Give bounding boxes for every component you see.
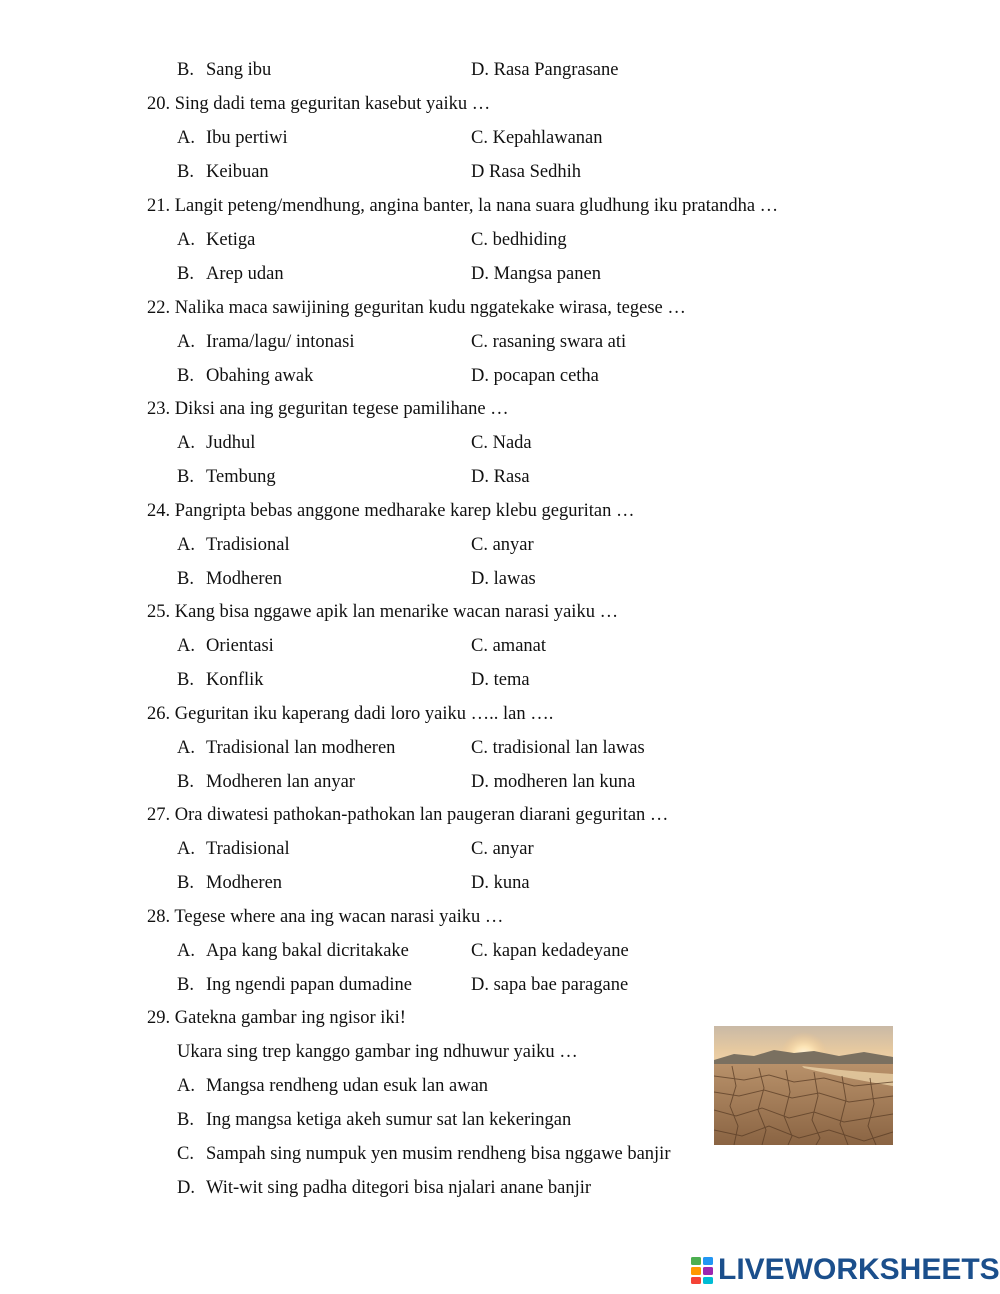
q20-option-c[interactable]: C. Kepahlawanan	[471, 128, 603, 148]
q29-option-c[interactable]: C. Sampah sing numpuk yen musim rendheng bisa nggawe banjir	[177, 1144, 671, 1164]
question-24: 24. Pangripta bebas anggone medharake karep klebu geguritan …	[147, 501, 635, 521]
q28-option-a[interactable]: A. Apa kang bakal dicritakake	[177, 941, 409, 961]
q29-option-d[interactable]: D. Wit-wit sing padha ditegori bisa njalari anane banjir	[177, 1178, 592, 1198]
q23-option-b[interactable]: B. Tembung	[177, 467, 276, 487]
q27-option-d[interactable]: D. kuna	[471, 873, 530, 893]
liveworksheets-wordmark: LIVEWORKSHEETS	[718, 1253, 1000, 1286]
q26-option-c[interactable]: C. tradisional lan lawas	[471, 738, 645, 758]
q22-option-c[interactable]: C. rasaning swara ati	[471, 332, 627, 352]
q20-option-d[interactable]: D Rasa Sedhih	[471, 162, 581, 182]
q24-option-c[interactable]: C. anyar	[471, 535, 534, 555]
question-23: 23. Diksi ana ing geguritan tegese pamilihane …	[147, 399, 509, 419]
question-22: 22. Nalika maca sawijining geguritan kudu nggatekake wirasa, tegese …	[147, 298, 686, 318]
question-20: 20. Sing dadi tema geguritan kasebut yaiku …	[147, 94, 491, 114]
q26-option-d[interactable]: D. modheren lan kuna	[471, 772, 636, 792]
q24-option-b[interactable]: B. Modheren	[177, 569, 283, 589]
question-29: 29. Gatekna gambar ing ngisor iki!	[147, 1008, 406, 1028]
q21-option-c[interactable]: C. bedhiding	[471, 230, 567, 250]
question-28: 28. Tegese where ana ing wacan narasi yaiku …	[147, 907, 504, 927]
q24-option-a[interactable]: A. Tradisional	[177, 535, 290, 555]
q21-option-a[interactable]: A. Ketiga	[177, 230, 256, 250]
q26-option-a[interactable]: A. Tradisional lan modheren	[177, 738, 396, 758]
q22-option-d[interactable]: D. pocapan cetha	[471, 366, 599, 386]
q21-option-d[interactable]: D. Mangsa panen	[471, 264, 601, 284]
q23-option-a[interactable]: A. Judhul	[177, 433, 256, 453]
q29-option-a[interactable]: A. Mangsa rendheng udan esuk lan awan	[177, 1076, 489, 1096]
q25-option-b[interactable]: B. Konflik	[177, 670, 264, 690]
q20-option-a[interactable]: A. Ibu pertiwi	[177, 128, 288, 148]
q29-option-b[interactable]: B. Ing mangsa ketiga akeh sumur sat lan kekeringan	[177, 1110, 572, 1130]
q21-option-b[interactable]: B. Arep udan	[177, 264, 284, 284]
question-29-prompt: Ukara sing trep kanggo gambar ing ndhuwur yaiku …	[177, 1042, 578, 1062]
question-25: 25. Kang bisa nggawe apik lan menarike wacan narasi yaiku …	[147, 602, 619, 622]
q25-option-c[interactable]: C. amanat	[471, 636, 547, 656]
q27-option-c[interactable]: C. anyar	[471, 839, 534, 859]
q23-option-d[interactable]: D. Rasa	[471, 467, 530, 487]
q19-option-d[interactable]: D. Rasa Pangrasane	[471, 60, 619, 80]
q20-option-b[interactable]: B. Keibuan	[177, 162, 269, 182]
q28-option-b[interactable]: B. Ing ngendi papan dumadine	[177, 975, 413, 995]
liveworksheets-brand[interactable]	[690, 1253, 1000, 1287]
liveworksheets-logo-icon	[690, 1255, 716, 1285]
q27-option-b[interactable]: B. Modheren	[177, 873, 283, 893]
q27-option-a[interactable]: A. Tradisional	[177, 839, 290, 859]
q23-option-c[interactable]: C. Nada	[471, 433, 532, 453]
q28-option-c[interactable]: C. kapan kedadeyane	[471, 941, 629, 961]
q22-option-a[interactable]: A. Irama/lagu/ intonasi	[177, 332, 355, 352]
q26-option-b[interactable]: B. Modheren lan anyar	[177, 772, 355, 792]
question-21: 21. Langit peteng/mendhung, angina banter, la nana suara gludhung iku pratandha …	[147, 196, 779, 216]
q24-option-d[interactable]: D. lawas	[471, 569, 536, 589]
question-26: 26. Geguritan iku kaperang dadi loro yaiku ….. lan ….	[147, 704, 554, 724]
q25-option-d[interactable]: D. tema	[471, 670, 530, 690]
question-27: 27. Ora diwatesi pathokan-pathokan lan paugeran diarani geguritan …	[147, 805, 669, 825]
q25-option-a[interactable]: A. Orientasi	[177, 636, 274, 656]
drought-cracked-earth-image	[714, 1026, 893, 1145]
q19-option-b[interactable]: B. Sang ibu	[177, 60, 272, 80]
q28-option-d[interactable]: D. sapa bae paragane	[471, 975, 629, 995]
q22-option-b[interactable]: B. Obahing awak	[177, 366, 314, 386]
